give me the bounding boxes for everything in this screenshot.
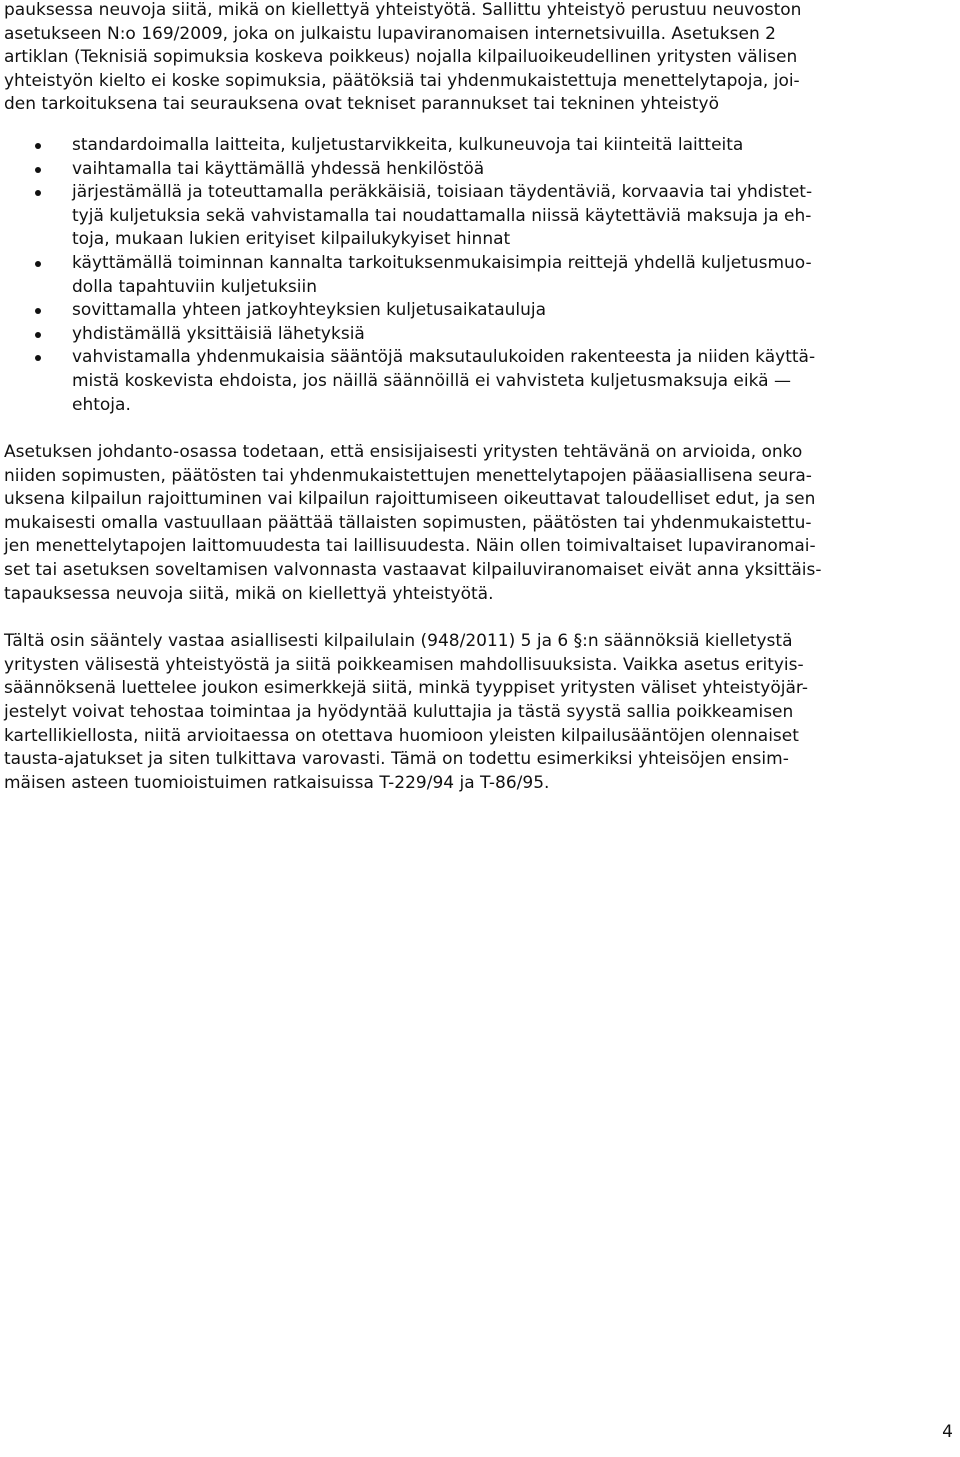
text-line: niiden sopimusten, päätösten tai yhdenmukaistettujen menettelytapojen pääasiallisena seura- xyxy=(4,465,812,486)
text-line: toja, mukaan lukien erityiset kilpailukykyiset hinnat xyxy=(72,229,511,250)
text-line: ehtoja. xyxy=(72,394,131,415)
list-item xyxy=(4,181,944,252)
text-line: mäisen asteen tuomioistuimen ratkaisuissa T-229/94 ja T-86/95. xyxy=(4,772,550,793)
text-line: standardoimalla laitteita, kuljetustarvikkeita, kulkuneuvoja tai kiinteitä laitteita xyxy=(72,134,744,155)
text-line: yhdistämällä yksittäisiä lähetyksiä xyxy=(72,323,365,344)
text-line: tyjä kuljetuksia sekä vahvistamalla tai noudattamalla niissä käytettäviä maksuja ja eh- xyxy=(72,205,812,226)
text-line: sovittamalla yhteen jatkoyhteyksien kuljetusaikatauluja xyxy=(72,300,547,321)
list-item xyxy=(4,346,944,417)
text-line: artiklan (Teknisiä sopimuksia koskeva poikkeus) nojalla kilpailuoikeudellinen yritysten välisen xyxy=(4,47,798,68)
text-line: Asetuksen johdanto-osassa todetaan, että ensisijaisesti yritysten tehtävänä on arvioida, onko xyxy=(4,442,803,463)
list-item xyxy=(4,158,944,182)
paragraph-gap xyxy=(4,417,944,441)
text-line: Tältä osin sääntely vastaa asiallisesti kilpailulain (948/2011) 5 ja 6 §:n säännöksiä kielletystä xyxy=(4,631,793,652)
text-line: järjestämällä ja toteuttamalla peräkkäisiä, toisiaan täydentäviä, korvaavia tai yhdistet- xyxy=(72,182,813,203)
bullet-list xyxy=(4,134,944,417)
list-item xyxy=(4,323,944,347)
text-line: uksena kilpailun rajoittuminen vai kilpailun rajoittumiseen oikeuttavat taloudelliset edut, ja sen xyxy=(4,489,816,510)
document-page xyxy=(4,0,944,795)
bullet-icon xyxy=(35,167,41,173)
text-line: mistä koskevista ehdoista, jos näillä säännöillä ei vahvisteta kuljetusmaksuja eikä — xyxy=(72,370,791,391)
text-line: jen menettelytapojen laittomuudesta tai laillisuudesta. Näin ollen toimivaltaiset lupaviranomai- xyxy=(4,536,816,557)
paragraph-3 xyxy=(4,630,944,795)
paragraph-gap xyxy=(4,606,944,630)
page-number: 4 xyxy=(942,1422,953,1442)
text-line: pauksessa neuvoja siitä, mikä on kiellettyä yhteistyötä. Sallittu yhteistyö perustuu neuvoston xyxy=(4,0,802,20)
list-item xyxy=(4,252,944,299)
text-line: asetukseen N:o 169/2009, joka on julkaistu lupaviranomaisen internetsivuilla. Asetuksen 2 xyxy=(4,23,776,44)
list-item xyxy=(4,134,944,158)
bullet-icon xyxy=(35,143,41,149)
text-line: jestelyt voivat tehostaa toimintaa ja hyödyntää kuluttajia ja tästä syystä sallia poikkeamisen xyxy=(4,702,794,723)
intro-paragraph xyxy=(4,0,944,117)
bullet-icon xyxy=(35,190,41,196)
text-line: yritysten välisestä yhteistyöstä ja siitä poikkeamisen mahdollisuuksista. Vaikka asetus erityis- xyxy=(4,654,804,675)
text-line: tapauksessa neuvoja siitä, mikä on kiellettyä yhteistyötä. xyxy=(4,583,494,604)
bullet-icon xyxy=(35,332,41,338)
bullet-icon xyxy=(35,308,41,314)
text-line: tausta-ajatukset ja siten tulkittava varovasti. Tämä on todettu esimerkiksi yhteisöjen ensim- xyxy=(4,749,789,770)
bullet-icon xyxy=(35,355,41,361)
text-line: set tai asetuksen soveltamisen valvonnasta vastaavat kilpailuviranomaiset eivät anna yksittäis- xyxy=(4,560,822,581)
text-line: vahvistamalla yhdenmukaisia sääntöjä maksutaulukoiden rakenteesta ja niiden käyttä- xyxy=(72,347,816,368)
text-line: säännöksenä luettelee joukon esimerkkejä siitä, minkä tyyppiset yritysten väliset yhteistyöjär- xyxy=(4,678,808,699)
text-line: kartellikiellosta, niitä arvioitaessa on otettava huomioon yleisten kilpailusääntöjen olennaiset xyxy=(4,725,799,746)
bullet-icon xyxy=(35,261,41,267)
paragraph-2 xyxy=(4,441,944,606)
text-line: vaihtamalla tai käyttämällä yhdessä henkilöstöä xyxy=(72,158,485,179)
text-line: den tarkoituksena tai seurauksena ovat tekniset parannukset tai tekninen yhteistyö xyxy=(4,94,720,115)
list-item xyxy=(4,299,944,323)
text-line: yhteistyön kielto ei koske sopimuksia, päätöksiä tai yhdenmukaistettuja menettelytapoja, joi- xyxy=(4,70,800,91)
text-line: dolla tapahtuviin kuljetuksiin xyxy=(72,276,318,297)
text-line: käyttämällä toiminnan kannalta tarkoituksenmukaisimpia reittejä yhdellä kuljetusmuo- xyxy=(72,252,812,273)
text-line: mukaisesti omalla vastuullaan päättää tällaisten sopimusten, päätösten tai yhdenmukaistettu- xyxy=(4,512,812,533)
